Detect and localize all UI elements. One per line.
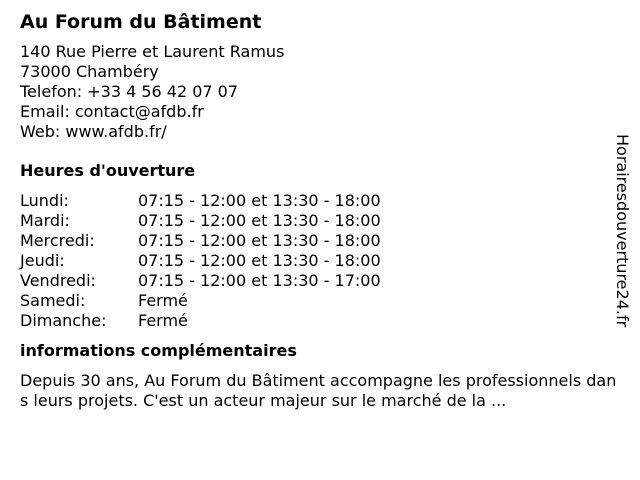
- hours-row-friday: [20, 271, 620, 291]
- hours-table: [20, 191, 620, 331]
- hours-row-tuesday: [20, 211, 620, 231]
- hours-time: 07:15 - 12:00 et 13:30 - 18:00: [138, 211, 381, 230]
- hours-row-saturday: [20, 291, 620, 311]
- hours-time: 07:15 - 12:00 et 13:30 - 18:00: [138, 251, 381, 270]
- hours-time: 07:15 - 12:00 et 13:30 - 18:00: [138, 231, 381, 250]
- website-link[interactable]: Web: www.afdb.fr/: [20, 122, 167, 141]
- hours-row-wednesday: [20, 231, 620, 251]
- hours-day: Mercredi:: [20, 231, 95, 250]
- hours-day: Vendredi:: [20, 271, 96, 290]
- address-line-2: 73000 Chambéry: [20, 62, 159, 81]
- hours-day: Dimanche:: [20, 311, 107, 330]
- hours-time: 07:15 - 12:00 et 13:30 - 17:00: [138, 271, 381, 290]
- hours-row-monday: [20, 191, 620, 211]
- phone-number[interactable]: Telefon: +33 4 56 42 07 07: [20, 82, 239, 101]
- hours-day: Lundi:: [20, 191, 69, 210]
- hours-row-thursday: [20, 251, 620, 271]
- hours-day: Mardi:: [20, 211, 70, 230]
- hours-time: Fermé: [138, 311, 188, 330]
- hours-time: Fermé: [138, 291, 188, 310]
- hours-row-sunday: [20, 311, 620, 331]
- business-name: Au Forum du Bâtiment: [20, 11, 262, 33]
- hours-heading: Heures d'ouverture: [20, 161, 196, 180]
- email-address[interactable]: Email: contact@afdb.fr: [20, 102, 204, 121]
- info-heading: informations complémentaires: [20, 341, 297, 360]
- hours-day: Samedi:: [20, 291, 86, 310]
- business-card: [20, 10, 620, 411]
- hours-time: 07:15 - 12:00 et 13:30 - 18:00: [138, 191, 381, 210]
- address-line-1: 140 Rue Pierre et Laurent Ramus: [20, 42, 285, 61]
- site-watermark: Horairesdouverture24.fr: [613, 134, 632, 328]
- info-description: Depuis 30 ans, Au Forum du Bâtiment accompagne les professionnels dans leurs projets. C'est un acteur majeur sur le marché de la ...: [20, 371, 617, 410]
- hours-day: Jeudi:: [20, 251, 65, 270]
